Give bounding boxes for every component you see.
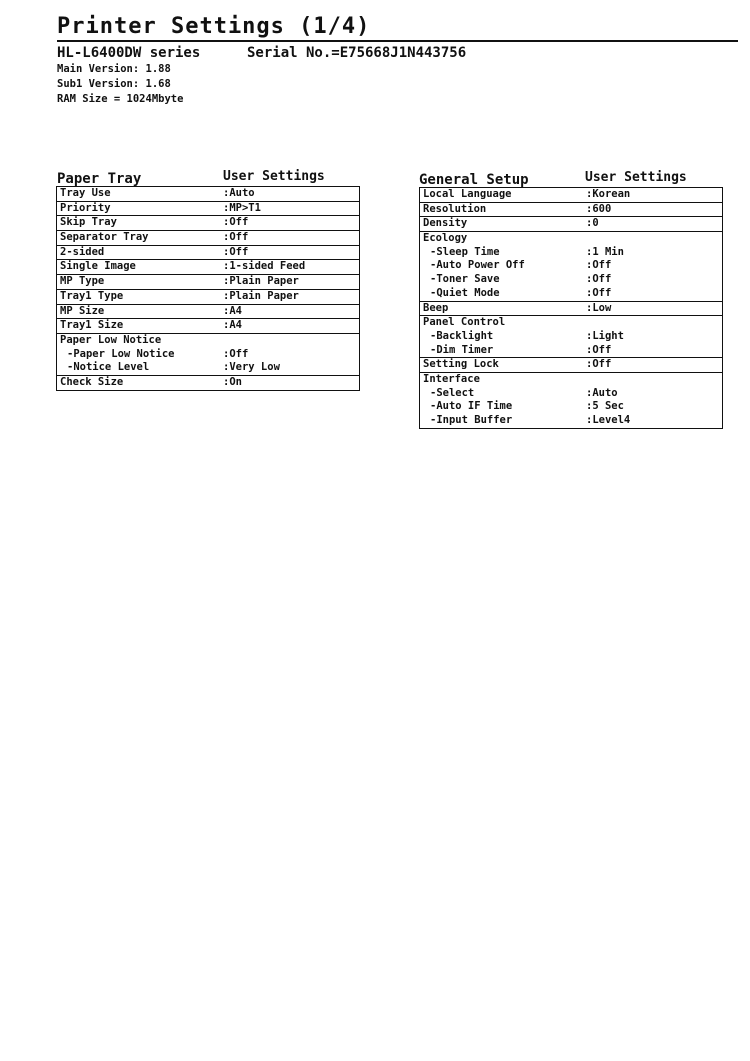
setting-label: Setting Lock — [423, 358, 499, 371]
serial-number: Serial No.=E75668J1N443756 — [247, 45, 467, 61]
setting-row — [57, 245, 359, 260]
setting-row — [57, 274, 359, 289]
setting-value: :1-sided Feed — [223, 260, 306, 273]
setting-label: Tray1 Size — [60, 319, 124, 332]
setting-label: -Input Buffer — [430, 414, 513, 426]
setting-label: Tray Use — [60, 187, 111, 199]
setting-value: :On — [223, 375, 242, 388]
setting-value: :Very Low — [223, 361, 280, 374]
setting-label: MP Size — [60, 304, 105, 317]
setting-row — [420, 259, 722, 273]
setting-label: Paper Low Notice — [60, 333, 162, 346]
general-setup-table — [419, 187, 723, 429]
setting-value: :Plain Paper — [223, 275, 299, 288]
setting-row — [420, 216, 722, 231]
setting-row — [57, 304, 359, 319]
setting-label: Skip Tray — [60, 216, 117, 229]
setting-row — [57, 361, 359, 375]
setting-row — [57, 375, 359, 390]
setting-row — [420, 287, 722, 301]
setting-row — [57, 333, 359, 348]
setting-row — [57, 259, 359, 274]
setting-value: :Off — [586, 259, 612, 272]
setting-value: :Light — [586, 329, 624, 342]
setting-label: Density — [423, 217, 468, 230]
setting-row — [420, 246, 722, 260]
main-version: Main Version: 1.88 — [57, 63, 171, 75]
setting-value: :600 — [586, 202, 612, 215]
paper-tray-header — [57, 168, 359, 187]
setting-label: Check Size — [60, 375, 124, 388]
setting-row — [420, 301, 722, 316]
general-setup-settings-heading: User Settings — [585, 170, 687, 185]
setting-value: :Auto — [586, 386, 618, 399]
setting-label: Priority — [60, 201, 111, 214]
setting-row — [57, 215, 359, 230]
setting-label: Single Image — [60, 260, 136, 273]
setting-value: :A4 — [223, 304, 242, 317]
setting-row — [420, 414, 722, 428]
setting-label: -Notice Level — [67, 361, 150, 374]
setting-label: -Select — [430, 386, 475, 399]
setting-row — [57, 201, 359, 216]
setting-label: -Paper Low Notice — [67, 347, 175, 360]
setting-label: Separator Tray — [60, 231, 149, 244]
setting-value: :Off — [223, 347, 249, 360]
setting-row — [420, 344, 722, 358]
sub1-version: Sub1 Version: 1.68 — [57, 78, 171, 90]
setting-value: :5 Sec — [586, 400, 624, 413]
paper-tray-settings-heading: User Settings — [223, 169, 325, 184]
setting-row — [420, 202, 722, 217]
paper-tray-table — [56, 186, 360, 391]
setting-row — [420, 400, 722, 414]
ram-size: RAM Size = 1024Mbyte — [57, 93, 184, 105]
setting-row — [57, 348, 359, 362]
setting-row — [57, 230, 359, 245]
setting-label: Panel Control — [423, 316, 506, 329]
setting-value: :Off — [223, 245, 249, 258]
setting-value: :0 — [586, 217, 599, 230]
page-title: Printer Settings (1/4) — [57, 14, 371, 39]
setting-row — [57, 318, 359, 333]
setting-row — [420, 387, 722, 401]
setting-label: -Sleep Time — [430, 245, 500, 258]
general-setup-header — [419, 169, 721, 188]
setting-row — [420, 372, 722, 387]
setting-row — [420, 188, 722, 202]
setting-label: MP Type — [60, 275, 105, 288]
setting-label: 2-sided — [60, 245, 105, 258]
setting-value: :A4 — [223, 319, 242, 332]
setting-label: Interface — [423, 372, 480, 385]
setting-value: :Plain Paper — [223, 289, 299, 302]
setting-row — [420, 273, 722, 287]
setting-label: Resolution — [423, 202, 487, 215]
setting-row — [420, 315, 722, 330]
setting-value: :Off — [586, 286, 612, 299]
setting-label: -Auto IF Time — [430, 400, 513, 413]
setting-value: :MP>T1 — [223, 201, 261, 214]
setting-value: :Off — [586, 273, 612, 286]
model-name: HL-L6400DW series — [57, 45, 201, 61]
general-setup-heading: General Setup — [419, 172, 529, 188]
title-rule — [57, 40, 738, 42]
setting-value: :Korean — [586, 188, 631, 200]
setting-value: :Off — [586, 343, 612, 356]
setting-value: :Off — [223, 231, 249, 244]
setting-label: -Auto Power Off — [430, 259, 525, 272]
setting-label: Ecology — [423, 232, 468, 245]
setting-label: -Backlight — [430, 329, 494, 342]
setting-row — [57, 289, 359, 304]
setting-label: Beep — [423, 301, 449, 314]
setting-row — [420, 330, 722, 344]
setting-label: -Toner Save — [430, 273, 500, 286]
paper-tray-heading: Paper Tray — [57, 171, 142, 187]
setting-value: :Off — [586, 358, 612, 371]
setting-value: :1 Min — [586, 245, 624, 258]
setting-value: :Auto — [223, 187, 255, 199]
setting-row — [420, 357, 722, 372]
setting-value: :Low — [586, 301, 612, 314]
setting-label: -Dim Timer — [430, 343, 494, 356]
setting-row — [420, 231, 722, 246]
setting-label: Tray1 Type — [60, 289, 124, 302]
setting-row — [57, 187, 359, 201]
setting-value: :Off — [223, 216, 249, 229]
setting-label: -Quiet Mode — [430, 286, 500, 299]
setting-label: Local Language — [423, 188, 512, 200]
setting-value: :Level4 — [586, 414, 631, 426]
